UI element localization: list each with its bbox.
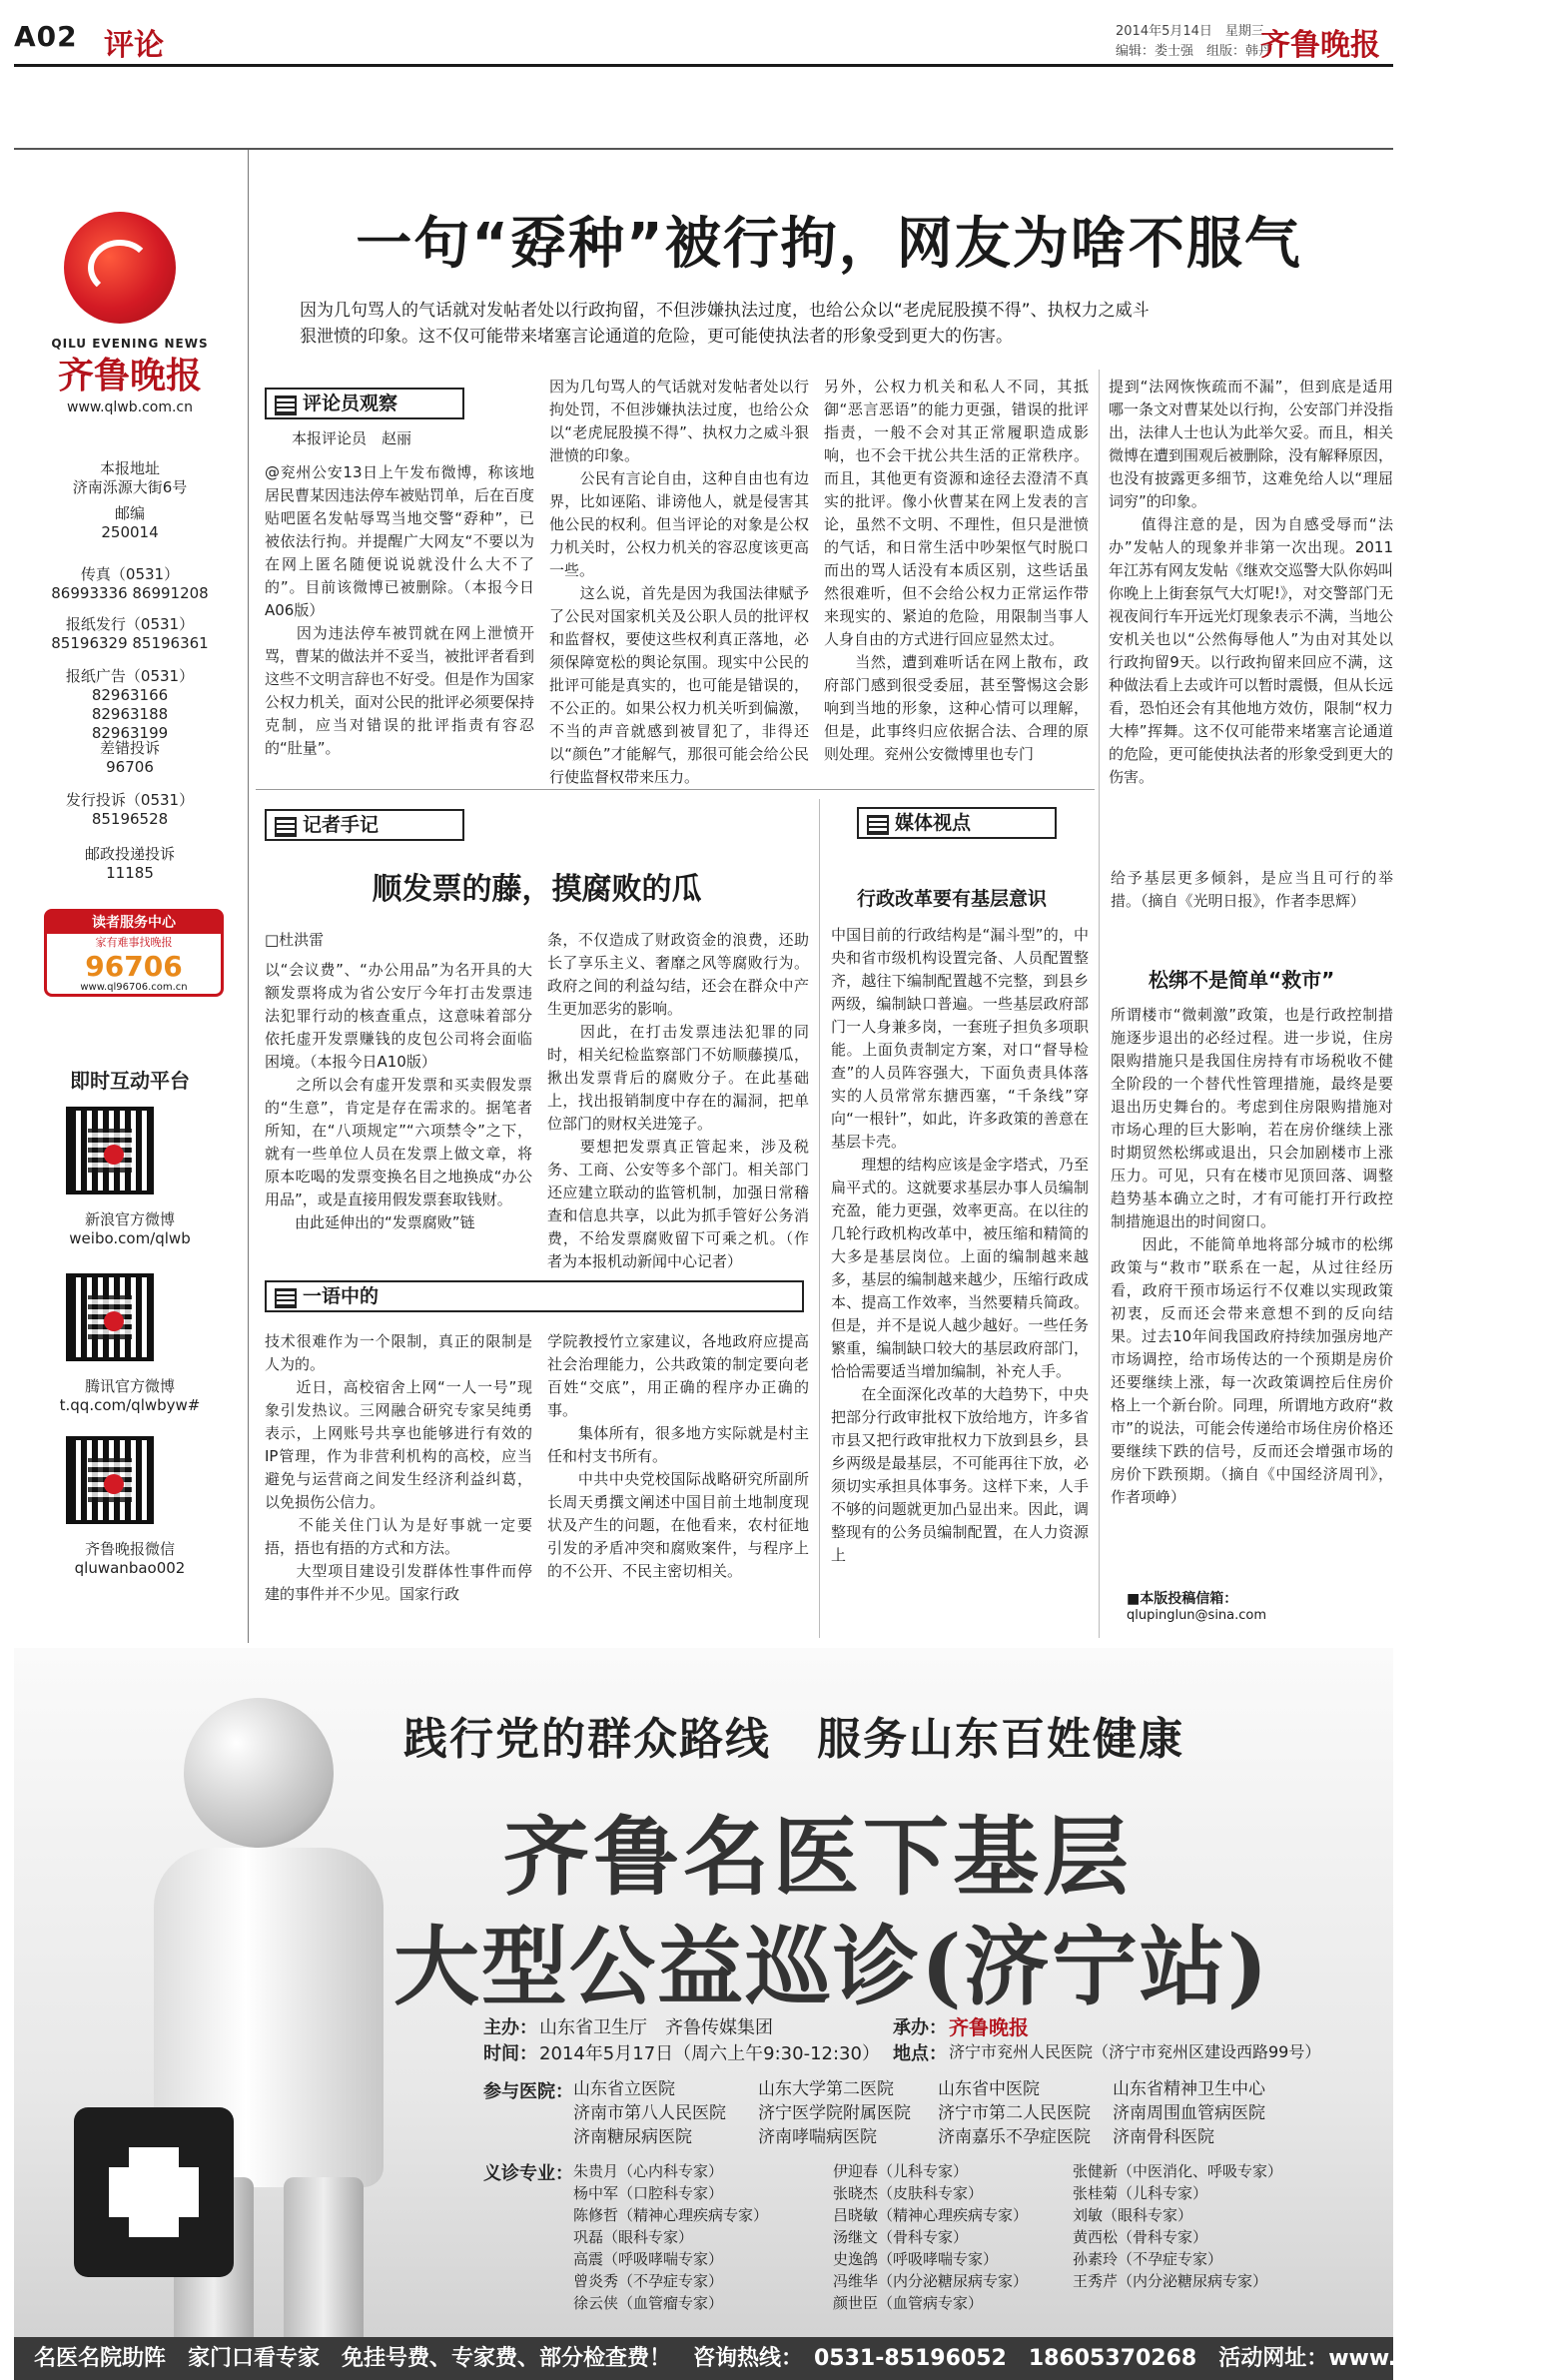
- website[interactable]: www.qlwb.com.cn: [67, 399, 193, 415]
- column-divider: [1099, 370, 1100, 1638]
- hospital-item: 山东省精神卫生中心: [1113, 2079, 1265, 2099]
- address: 济南泺源大街6号: [72, 478, 188, 496]
- ad-footer: 名医名院助阵 家门口看专家 免挂号费、专家费、部分检查费！ 咨询热线： 0531-85196052 18605370268 活动网址：www.qlwb.com.cn: [14, 2337, 1393, 2380]
- mailbox[interactable]: qlupinglun@sina.com: [1127, 1608, 1267, 1623]
- interact-title: 即时互动平台: [70, 1069, 190, 1093]
- qr1-id: weibo.com/qlwb: [69, 1229, 191, 1247]
- media-col-end: 给予基层更多倾斜，是应当且可行的举措。（摘自《光明日报》，作者李思辉）: [1111, 869, 1393, 910]
- distribution: 85196329 85196361: [51, 634, 209, 652]
- wechat-qr-icon[interactable]: [66, 1436, 154, 1524]
- sidebar-divider: [248, 150, 249, 1643]
- expert-item: 张晓杰（皮肤科专家）: [833, 2184, 984, 2202]
- doctor-figure: [74, 1678, 433, 2367]
- article-col1: @兖州公安13日上午发布微博，称该地居民曹某因违法停车被贴罚单，后在百度贴吧匿名发帖辱骂当地交警“孬种”，已被依法行拘。并提醒广大网友“不要以为在网上匿名随便说说就没什么大不了的”。目前该微博已被删除。（本报今日A06版） 因为违法停车被罚就在网上泄愤开骂，曹某的做法并不妥当，被批评者看到这些不文明言辞也不好受。但是作为国家公权力机关，面对公民的批评必须要保持克制，应当对错误的批评指责有容忍的“肚量”。: [265, 463, 535, 757]
- time-label: 时间：: [483, 2043, 537, 2064]
- yiyu-col1: 技术很难作为一个限制，真正的限制是人为的。 近日，高校宿舍上网“一人一号”现象引发热议。三网融合研究专家吴纯勇表示，上网账号共享也能够进行有效的IP管理，作为非营利机构的高校，应当避免与运营商之间发生经济利益纠葛，以免损伤公信力。 不能关住门认为是好事就一定要捂，捂也有捂的方式和方法。 大型项目建设引发群体性事件而停建的事件并不少见。国家行政: [265, 1332, 532, 1603]
- expert-item: 曾炎秀（不孕症专家）: [573, 2272, 724, 2290]
- qr2-id: t.qq.com/qlwbyw#: [59, 1396, 201, 1414]
- ad-headline-1: 齐鲁名医下基层: [503, 1807, 1133, 1908]
- expert-item: 冯维华（内分泌糖尿病专家）: [833, 2272, 1029, 2290]
- fax: 86993336 86991208: [51, 584, 209, 602]
- reader-service-badge: [44, 909, 224, 997]
- delivery: 85196528: [91, 810, 169, 828]
- expert-item: 黄西松（骨科专家）: [1073, 2228, 1208, 2246]
- expert-item: 汤继文（骨科专家）: [833, 2228, 969, 2246]
- main-subtitle: 因为几句骂人的气话就对发帖者处以行政拘留，不但涉嫌执法过度，也给公众以“老虎屁股摸不得”、执权力之威斗狠泄愤的印象。这不仅可能带来堵塞言论通道的危险，更可能使执法者的形象受到更大的伤害。: [300, 301, 1150, 347]
- organizer-label: 承办：: [893, 2017, 947, 2038]
- postcode-label: 邮编: [114, 504, 145, 522]
- mailbox-label: ■本版投稿信箱：: [1127, 1591, 1238, 1607]
- yiyu-col2: 学院教授竹立家建议，各地政府应提高社会治理能力，公共政策的制定要向老百姓“交底”，用正确的程序办正确的事。 集体所有，很多地方实际就是村主任和村支书所有。 中共中央党校国际战略研究所副所长周天勇撰文阐述中国目前土地制度现状及产生的问题，在他看来，农村征地引发的矛盾冲突和腐败案件，与程序上的不公开、不民主密切相关。: [547, 1332, 809, 1580]
- article-col4: 提到“法网恢恢疏而不漏”，但到底是适用哪一条文对曹某处以行拘，公安部门并没指出，法律人士也认为此举欠妥。而且，相关微博在遭到围观后被删除，没有解释原因，也没有披露更多细节，这难免给人以“理屈词穷”的印象。 值得注意的是，因为自感受辱而“法办”发帖人的现象并非第一次出现。2011年江苏有网友发帖《继欢交巡警大队你妈叫你晚上上街套氛气大灯呢!》，对交警部门无视夜间行车开远光灯现象表示不满，当地公安机关也以“公然侮辱他人”为由对其处以行政拘留9天。以行政拘留来回应不满，这种做法看上去或许可以暂时震慑，但从长远看，恐怕还会有其他地方效仿，限制“权力大棒”挥舞。这不仅可能带来堵塞言论通道的危险，更可能使执法者的形象受到更大的伤害。: [1109, 378, 1394, 786]
- section-rule: [256, 789, 1095, 790]
- error: 96706: [106, 758, 154, 776]
- column-divider-2: [819, 799, 820, 1638]
- qr3-id: qluwanbao002: [74, 1559, 186, 1577]
- hospital-item: 济南周围血管病医院: [1113, 2103, 1265, 2123]
- host: 山东省卫生厅 齐鲁传媒集团: [539, 2017, 773, 2038]
- expert-item: 史逸鸽（呼吸哮喘专家）: [833, 2250, 999, 2268]
- badge-url: www.ql96706.com.cn: [80, 982, 188, 993]
- hospital-item: 山东省中医院: [938, 2079, 1040, 2099]
- article-col2: 因为几句骂人的气话就对发帖者处以行拘处罚，不但涉嫌执法过度，也给公众以“老虎屁股摸不得”、执权力之威斗狠泄愤的印象。 公民有言论自由，这种自由也有边界，比如诬陷、诽谤他人，就是侵害其他公民的权利。但当评论的对象是公权力机关时，公权力机关的容忍度该更高一些。 这么说，首先是因为我国法律赋予了公民对国家机关及公职人员的批评权和监督权，要使这些权利真正落地，必须保障宽松的舆论氛围。现实中公民的批评可能是真实的，也可能是错误的，不公正的。如果公权力机关听到偏激，不当的声音就感到被冒犯了，非得还以“颜色”才能解气，那很可能会给公民行使监督权带来压力。: [549, 378, 809, 786]
- expert-item: 孙素玲（不孕症专家）: [1073, 2250, 1223, 2268]
- expert-item: 巩磊（眼科专家）: [573, 2228, 694, 2246]
- ad-headline-2: 大型公益巡诊(济宁站): [393, 1917, 1270, 2017]
- medical-case-icon: [74, 2107, 234, 2277]
- error-label: 差错投诉: [99, 739, 160, 757]
- ad-slogan: 践行党的群众路线 服务山东百姓健康: [403, 1714, 1184, 1765]
- top-rule: [14, 148, 1393, 150]
- weibo-qr-icon[interactable]: [66, 1107, 154, 1194]
- header-rule: [14, 64, 1393, 67]
- time: 2014年5月17日（周六上午9:30-12:30）: [539, 2043, 880, 2064]
- logo-swirl-icon: [88, 240, 152, 296]
- expert-item: 伊迎春（儿科专家）: [833, 2162, 969, 2180]
- editors: 编辑：娄士强 组版：韩丹: [1116, 44, 1272, 59]
- reporter-col1: 以“会议费”、“办公用品”为名开具的大额发票将成为省公安厅今年打击发票违法犯罪行动的核查重点，这意味着部分依托虚开发票赚钱的皮包公司将会面临困境。（本报今日A10版） 之所以会有虚开发票和买卖假发票的“生意”，肯定是存在需求的。据笔者所知，在“八项规定”“六项禁令”之下，就有一些单位人员在发票上做文章，将原本吃喝的发票变换名目之地换成“办公用品”，或是直接用假发票套取钱财。 由此延伸出的“发票腐败”链: [265, 961, 532, 1231]
- songbang-title: 松绑不是简单“救市”: [1149, 968, 1335, 992]
- badge-title: 读者服务中心: [47, 912, 221, 934]
- hospital-item: 济南嘉乐不孕症医院: [938, 2127, 1091, 2147]
- section-title: 评论: [104, 28, 164, 63]
- media-title: 行政改革要有基层意识: [857, 888, 1048, 910]
- hospital-item: 山东大学第二医院: [758, 2079, 894, 2099]
- advertisement: [14, 1648, 1552, 2380]
- expert-item: 徐云侠（血管瘤专家）: [573, 2294, 724, 2312]
- address-label: 本报地址: [99, 459, 160, 477]
- songbang-col: 所谓楼市“微刺激”政策，也是行政控制措施逐步退出的必经过程。进一步说，住房限购措施只是我国住房持有市场税收不健全阶段的一个替代性管理措施，最终是要退出历史舞台的。考虑到住房限购措施对市场心理的巨大影响，若在房价继续上涨时期贸然松绑或退出，只会加剧楼市上涨压力。可见，只有在楼市见顶回落、调整趋势基本确立之时，才有可能打开行政控制措施退出的时间窗口。 因此，不能简单地将部分城市的松绑政策与“救市”联系在一起，从过往经历看，政府干预市场运行不仅难以实现政策初衷，反而还会带来意想不到的反向结果。过去10年间我国政府持续加强房地产市场调控，给市场传达的一个预期是房价还要继续上涨，每一次政策调控后住房价格上一个新台阶。同理，所谓地方政府“救市”的说法，可能会传递给市场住房价格还要继续下跌的信号，反而还会增强市场的房价下跌预期。（摘自《中国经济周刊》，作者项峥）: [1111, 1006, 1393, 1506]
- postcode: 250014: [101, 523, 159, 541]
- qr2-name: 腾讯官方微博: [84, 1377, 175, 1395]
- media-label: 媒体视点: [857, 807, 1057, 839]
- reporter-label: 记者手记: [265, 809, 464, 841]
- expert-item: 陈修哲（精神心理疾病专家）: [573, 2206, 769, 2224]
- hospital-item: 济南市第八人民医院: [573, 2103, 726, 2123]
- place-label: 地点：: [893, 2043, 947, 2064]
- post-label: 邮政投递投诉: [84, 845, 175, 863]
- commentator-label: 评论员观察: [265, 388, 464, 419]
- fax-label: 传真（0531）: [80, 565, 180, 583]
- expert-item: 高震（呼吸哮喘专家）: [573, 2250, 724, 2268]
- byline: 本报评论员 赵丽: [292, 429, 412, 447]
- expert-item: 张桂菊（儿科专家）: [1073, 2184, 1208, 2202]
- qr1-name: 新浪官方微博: [84, 1210, 175, 1228]
- expert-item: 吕晓敏（精神心理疾病专家）: [833, 2206, 1029, 2224]
- expert-item: 杨中军（口腔科专家）: [573, 2184, 724, 2202]
- hospital-item: 山东省立医院: [573, 2079, 675, 2099]
- reporter-col2: 条，不仅造成了财政资金的浪费，还助长了享乐主义、奢靡之风等腐败行为。政府之间的利益勾结，还会在群众中产生更加恶劣的影响。 因此，在打击发票违法犯罪的同时，相关纪检监察部门不妨顺藤摸瓜，揪出发票背后的腐败分子。在此基础上，找出报销制度中存在的漏洞，把单位部门的财权关进笼子。 要想把发票真正管起来，涉及税务、工商、公安等多个部门。相关部门还应建立联动的监管机制，加强日常稽查和信息共享，以此为抓手管好公务消费，不给发票腐败留下可乘之机。（作者为本报机动新闻中心记者）: [547, 931, 809, 1270]
- issue-date: 2014年5月14日 星期三: [1116, 24, 1264, 39]
- badge-subtitle: 家有难事找晚报: [95, 936, 173, 949]
- hospital-item: 济宁市第二人民医院: [938, 2103, 1091, 2123]
- expert-item: 刘敏（眼科专家）: [1073, 2206, 1193, 2224]
- page-number: A02: [14, 20, 78, 53]
- delivery-label: 发行投诉（0531）: [65, 791, 195, 809]
- qr3-name: 齐鲁晚报微信: [84, 1540, 175, 1558]
- distribution-label: 报纸发行（0531）: [65, 615, 195, 633]
- media-col: 中国目前的行政结构是“漏斗型”的，中央和省市级机构设置完备、人员配置整齐，越往下编制配置越不完整，到县乡两级，编制缺口普遍。一些基层政府部门一人身兼多岗，一套班子担负多项职能。上面负责制定方案，对口“督导检查”的人员阵容强大，下面负责具体落实的人员常常东搪西塞，“千条线”穿向“一根针”，如此，许多政策的善意在基层卡壳。 理想的结构应该是金字塔式，乃至扁平式的。这就要求基层办事人员编制充盈，能力更强，效率更高。在以往的几轮行政机构改革中，被压缩和精简的大多是基层岗位。上面的编制越来越多，基层的编制越来越少，压缩行政成本、提高工作效率，当然要精兵简政。但是，并不是说人越少越好。一些任务繁重，编制缺口较大的基层政府部门，恰恰需要适当增加编制，补充人手。 在全面深化改革的大趋势下，中央把部分行政审批权下放给地方，许多省市县又把行政审批权力下放到县乡，县乡两级是最基层，不可能再往下放，必须切实承担具体事务。这样下来，人手不够的问题就更加凸显出来。因此，调整现有的公务员编制配置，在人力资源上: [831, 926, 1089, 1564]
- reporter-byline: □杜洪雷: [265, 931, 325, 949]
- expert-item: 张健新（中医消化、呼吸专家）: [1073, 2162, 1283, 2180]
- article-col3: 另外，公权力机关和私人不同，其抵御“恶言恶语”的能力更强，错误的批评指责，一般不会对其正常履职造成影响，也不会干扰公共生活的正常秩序。而且，其他更有资源和途径去澄清不真实的批评。像小伙曹某在网上发表的言论，虽然不文明、不理性，但只是泄愤的气话，和日常生活中吵架怄气时脱口而出的骂人话没有本质区别，这些话虽然很难听，但不会给公权力正常运作带来现实的、紧迫的危险，用限制当事人人身自由的方式进行回应显然太过。 当然，遭到难听话在网上散布，政府部门感到很受委屈，甚至警惕这会影响到当地的形象，这种心情可以理解，但是，此事终归应依据合法、合理的原则处理。兖州公安微博里也专门: [824, 378, 1089, 763]
- reporter-title: 顺发票的藤，摸腐败的瓜: [372, 872, 702, 907]
- post: 11185: [106, 864, 154, 882]
- english-name: QILU EVENING NEWS: [51, 337, 209, 351]
- expert-item: 朱贵月（心内科专家）: [573, 2162, 724, 2180]
- badge-number: 96706: [85, 950, 183, 983]
- host-label: 主办：: [483, 2017, 537, 2038]
- brand-logo: 齐鲁晚报: [1260, 28, 1380, 63]
- hospitals-label: 参与医院：: [483, 2081, 573, 2102]
- experts-label: 义诊专业：: [483, 2163, 573, 2184]
- organizer: 齐鲁晚报: [949, 2015, 1029, 2039]
- ads: 82963166 82963188 82963199: [91, 686, 169, 742]
- ads-label: 报纸广告（0531）: [65, 667, 195, 685]
- figure-head: [184, 1698, 334, 1848]
- expert-item: 王秀芹（内分泌糖尿病专家）: [1073, 2272, 1268, 2290]
- tencent-qr-icon[interactable]: [66, 1273, 154, 1361]
- hospital-item: 济南骨科医院: [1113, 2127, 1214, 2147]
- hospital-item: 济南糖尿病医院: [573, 2127, 692, 2147]
- yiyu-label: 一语中的: [265, 1280, 804, 1312]
- hospital-item: 济南哮喘病医院: [758, 2127, 877, 2147]
- hospital-item: 济宁医学院附属医院: [758, 2103, 911, 2123]
- main-headline: 一句“孬种”被行拘，网友为啥不服气: [356, 212, 1302, 277]
- place: 济宁市兖州人民医院（济宁市兖州区建设西路99号）: [949, 2042, 1321, 2061]
- chinese-name: 齐鲁晚报: [57, 355, 202, 397]
- figure-leg-right: [284, 2177, 364, 2357]
- expert-item: 颜世臣（血管病专家）: [833, 2294, 984, 2312]
